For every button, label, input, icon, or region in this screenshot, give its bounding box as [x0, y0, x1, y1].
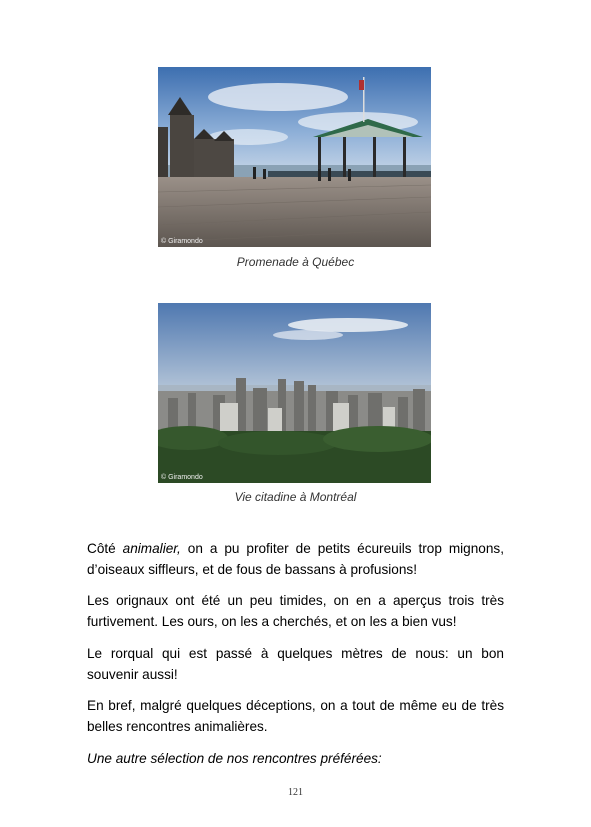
- photo-caption-quebec: Promenade à Québec: [236, 255, 355, 269]
- paragraph-selection-intro: Une autre sélection de nos rencontres préférées:: [87, 751, 382, 766]
- paragraph-animals: [87, 538, 504, 580]
- photo-quebec-promenade: [158, 67, 431, 247]
- photo-montreal-skyline: [158, 303, 431, 483]
- page-number: 121: [288, 787, 303, 798]
- paragraph-summary: En bref, malgré quelques déceptions, on a tout de même eu de très belles rencontres animalières.: [87, 698, 504, 734]
- photo-credit: © Giramondo: [161, 474, 203, 481]
- photo-credit: © Giramondo: [161, 238, 203, 245]
- paragraph-rorqual: Le rorqual qui est passé à quelques mètres de nous: un bon souvenir aussi!: [87, 646, 504, 682]
- text-segment: on a pu profiter de petits écureuils trop mignons, d’oiseaux siffleurs, et de fous de bassans à profusions!: [87, 541, 504, 577]
- paragraph-orignaux: Les orignaux ont été un peu timides, on en a aperçus trois très furtivement. Les ours, on les a cherchés, et on les a bien vus!: [87, 593, 504, 629]
- photo-caption-montreal: Vie citadine à Montréal: [234, 490, 357, 504]
- quebec-promenade-image: [158, 67, 431, 247]
- emphasis-animalier: animalier,: [122, 541, 181, 556]
- montreal-skyline-image: [158, 303, 431, 483]
- text-segment: Côté: [87, 541, 123, 556]
